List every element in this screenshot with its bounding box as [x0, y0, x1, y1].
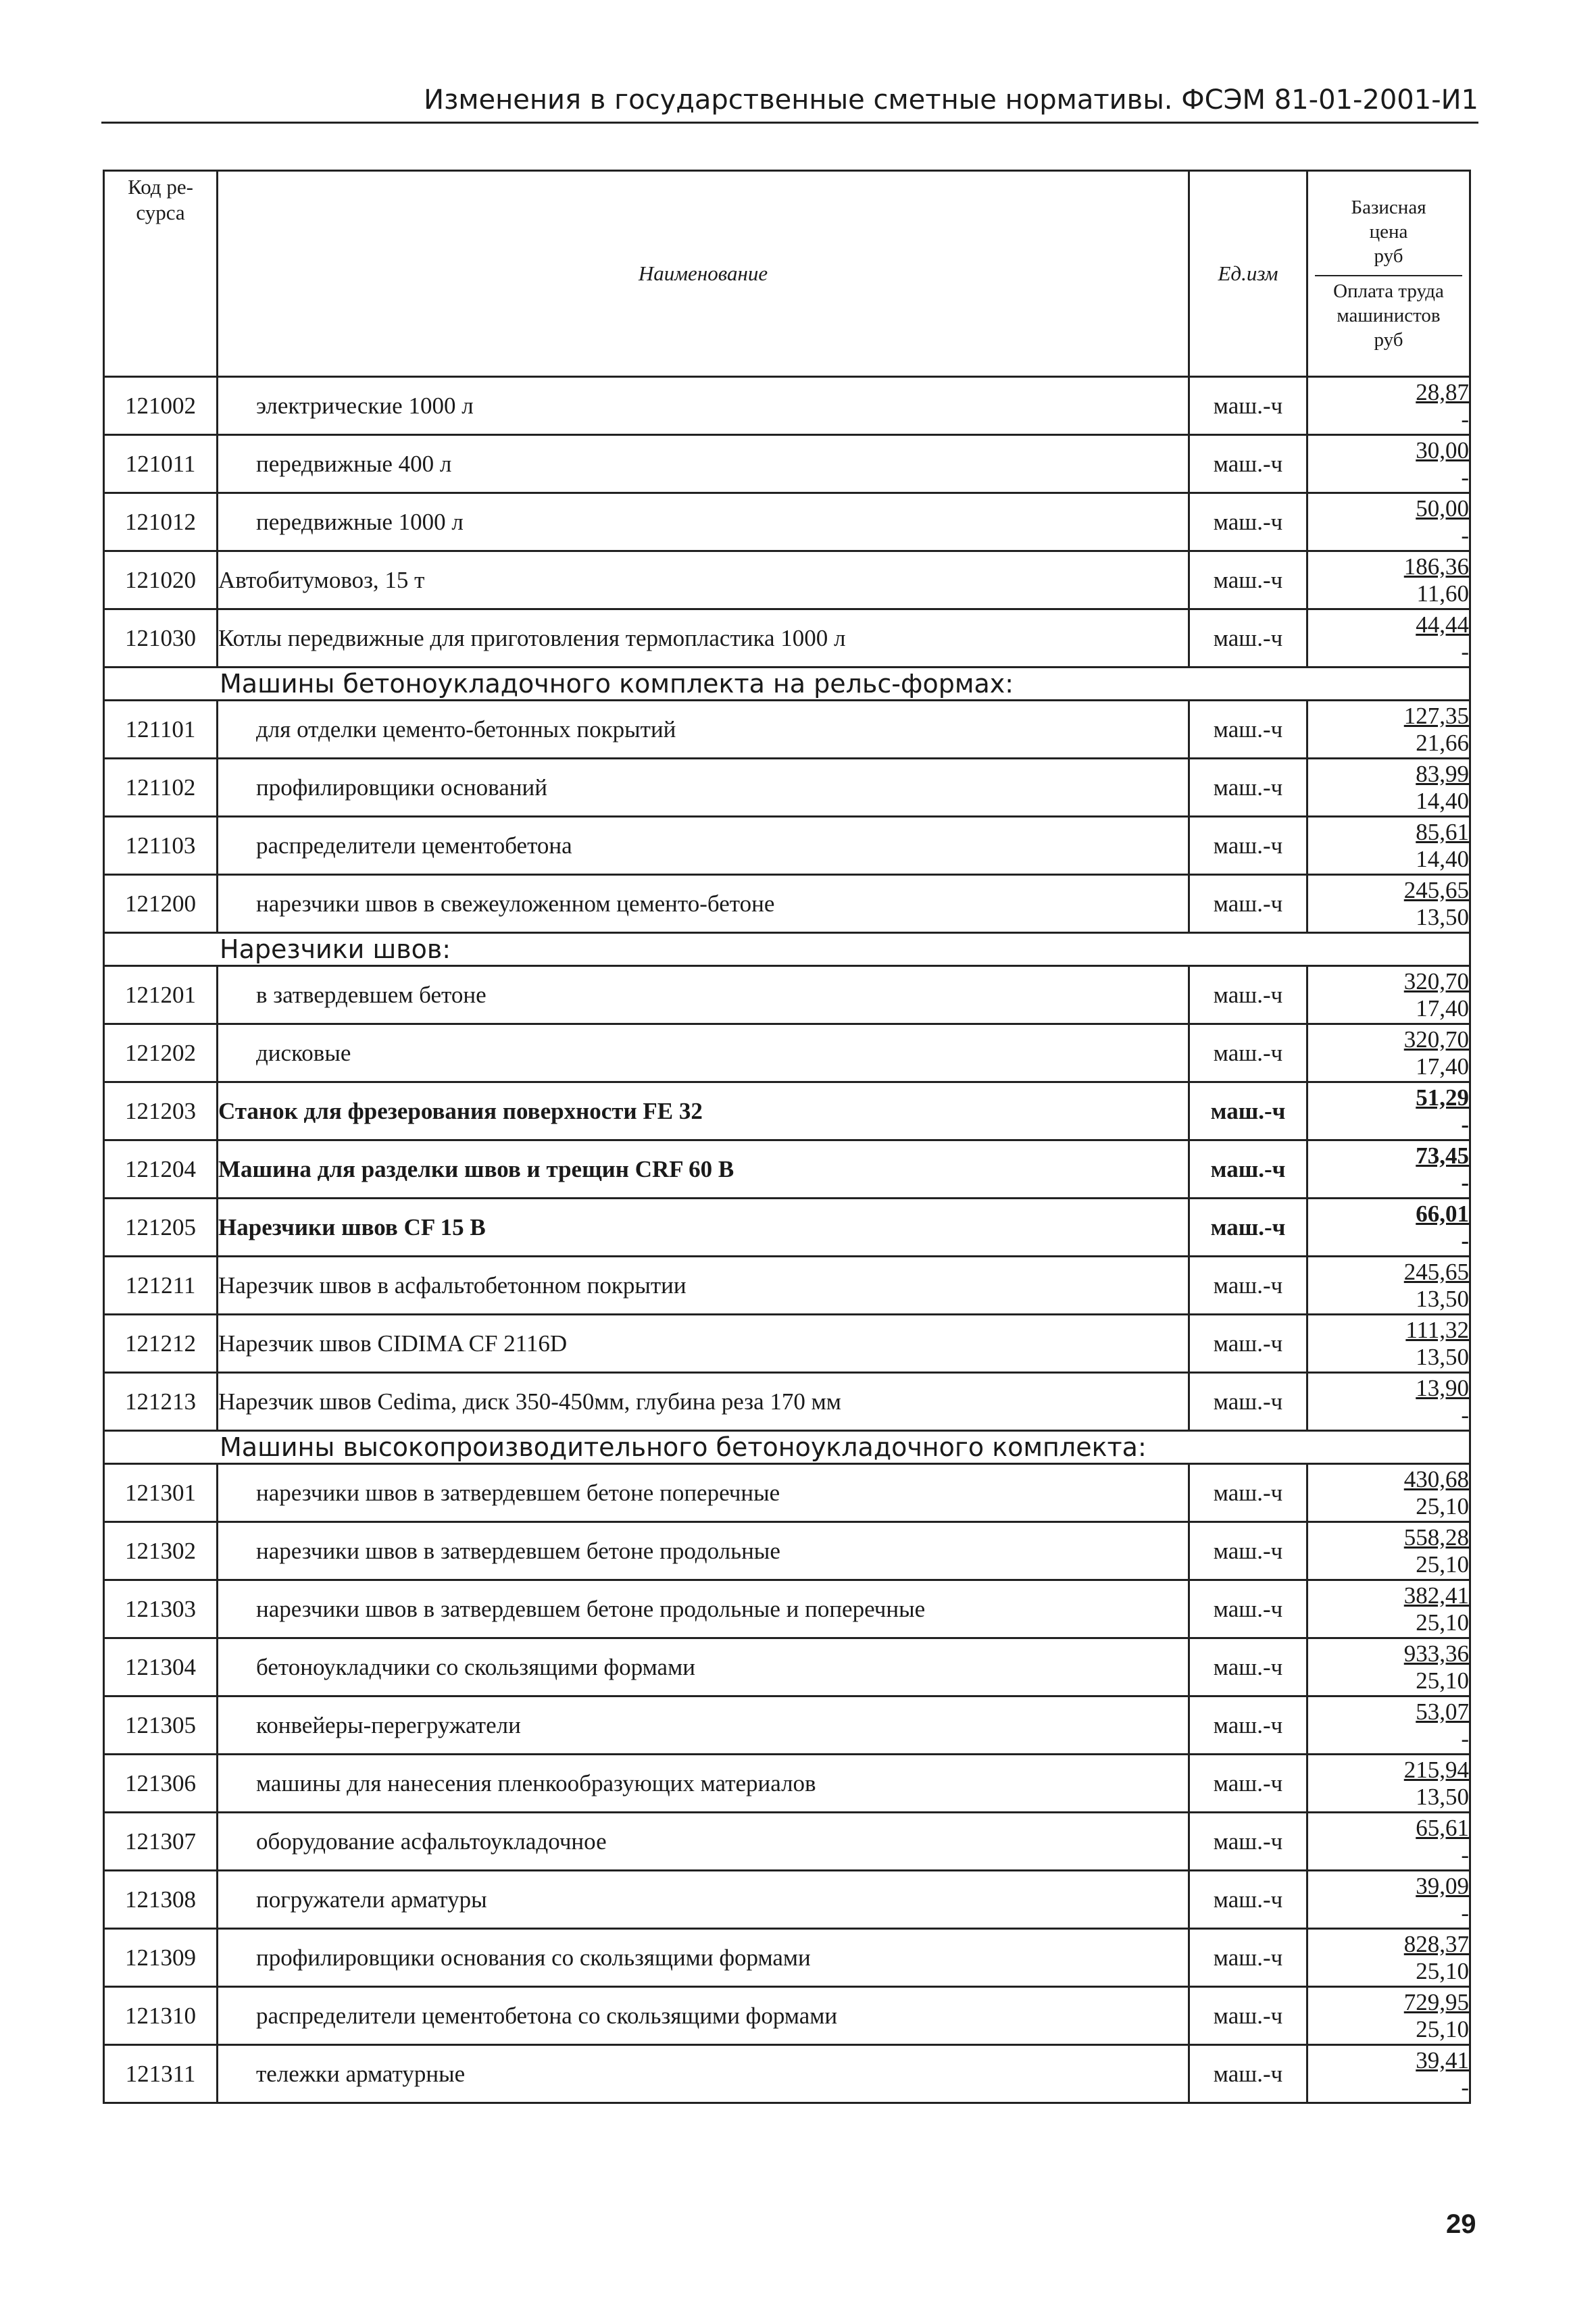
resource-price-cell: [1307, 1638, 1470, 1696]
resource-price-cell: [1307, 1871, 1470, 1929]
resource-name: Нарезчик швов в асфальтобетонном покрытии: [218, 1257, 1189, 1315]
base-price: 933,36: [1403, 1640, 1469, 1667]
resource-unit: маш.-ч: [1189, 1024, 1307, 1082]
resource-name: конвейеры-перегружатели: [218, 1696, 1189, 1755]
table-row: [104, 1464, 1470, 1522]
labor-price: 13,50: [1416, 903, 1469, 930]
base-price: 51,29: [1416, 1084, 1469, 1111]
resource-code: 121302: [104, 1522, 218, 1580]
resource-price-cell: [1307, 493, 1470, 551]
table-row: [104, 1929, 1470, 1987]
resource-name: дисковые: [218, 1024, 1189, 1082]
page-number: 29: [1446, 2209, 1476, 2239]
header-name-text: Наименование: [638, 261, 768, 285]
labor-price: 13,50: [1416, 1783, 1469, 1810]
header-price: [1307, 171, 1470, 377]
resource-unit: маш.-ч: [1189, 1373, 1307, 1431]
base-price: 382,41: [1403, 1582, 1469, 1609]
table-row: [104, 759, 1470, 817]
resource-unit: маш.-ч: [1189, 435, 1307, 493]
resource-unit: маш.-ч: [1189, 1082, 1307, 1140]
base-price: 127,35: [1403, 702, 1469, 729]
header-unit-text: Ед.изм: [1218, 261, 1278, 285]
base-price: 53,07: [1416, 1698, 1469, 1725]
resource-table: [103, 170, 1471, 2104]
labor-price: -: [1461, 1169, 1469, 1196]
resource-name: Котлы передвижные для приготовления термопластика 1000 л: [218, 609, 1189, 668]
resource-unit: маш.-ч: [1189, 1522, 1307, 1580]
resource-unit: маш.-ч: [1189, 1755, 1307, 1813]
resource-unit: маш.-ч: [1189, 493, 1307, 551]
resource-code: 121101: [104, 701, 218, 759]
labor-price: 25,10: [1416, 2015, 1469, 2042]
labor-price: -: [1461, 1841, 1469, 1868]
resource-unit: маш.-ч: [1189, 1871, 1307, 1929]
resource-code: 121002: [104, 377, 218, 435]
resource-name: передвижные 1000 л: [218, 493, 1189, 551]
resource-code: 121201: [104, 966, 218, 1024]
table-row: [104, 493, 1470, 551]
resource-price-cell: [1307, 1257, 1470, 1315]
resource-code: 121213: [104, 1373, 218, 1431]
resource-code: 121308: [104, 1871, 218, 1929]
header-unit: [1189, 171, 1307, 377]
resource-name: профилировщики основания со скользящими формами: [218, 1929, 1189, 1987]
resource-code: 121304: [104, 1638, 218, 1696]
base-price: 245,65: [1403, 1258, 1469, 1285]
resource-code: 121307: [104, 1813, 218, 1871]
labor-price: -: [1461, 405, 1469, 432]
header-name: [218, 171, 1189, 377]
base-price: 65,61: [1416, 1814, 1469, 1841]
labor-price: -: [1461, 1401, 1469, 1428]
resource-unit: маш.-ч: [1189, 551, 1307, 609]
resource-price-cell: [1307, 377, 1470, 435]
labor-price: 17,40: [1416, 1053, 1469, 1080]
resource-code: 121301: [104, 1464, 218, 1522]
resource-price-cell: [1307, 1315, 1470, 1373]
resource-price-cell: [1307, 1987, 1470, 2045]
labor-price: 14,40: [1416, 787, 1469, 814]
labor-price: 25,10: [1416, 1492, 1469, 1519]
resource-price-cell: [1307, 551, 1470, 609]
table-row: [104, 1580, 1470, 1638]
resource-price-cell: [1307, 1522, 1470, 1580]
section-heading: Нарезчики швов:: [104, 933, 1470, 966]
base-price: 320,70: [1403, 1026, 1469, 1053]
resource-price-cell: [1307, 1580, 1470, 1638]
header-code: [104, 171, 218, 377]
base-price: 39,09: [1416, 1872, 1469, 1899]
header-code-text: Код ре- сурса: [128, 175, 193, 224]
page-header: [101, 80, 1478, 124]
resource-unit: маш.-ч: [1189, 1987, 1307, 2045]
table-row: [104, 1315, 1470, 1373]
resource-unit: маш.-ч: [1189, 1929, 1307, 1987]
base-price: 30,00: [1416, 436, 1469, 463]
resource-name: Нарезчик швов Cedima, диск 350-450мм, глубина реза 170 мм: [218, 1373, 1189, 1431]
resource-code: 121311: [104, 2045, 218, 2103]
resource-unit: маш.-ч: [1189, 609, 1307, 668]
resource-code: 121205: [104, 1199, 218, 1257]
resource-price-cell: [1307, 1464, 1470, 1522]
resource-name: Нарезчики швов CF 15 B: [218, 1199, 1189, 1257]
section-row: [104, 933, 1470, 966]
resource-name: нарезчики швов в затвердевшем бетоне поперечные: [218, 1464, 1189, 1522]
table-row: [104, 551, 1470, 609]
resource-price-cell: [1307, 1024, 1470, 1082]
table-header-row: [104, 171, 1470, 377]
resource-price-cell: [1307, 1755, 1470, 1813]
resource-price-cell: [1307, 2045, 1470, 2103]
base-price: 85,61: [1416, 818, 1469, 845]
table-row: [104, 1140, 1470, 1199]
resource-unit: маш.-ч: [1189, 1140, 1307, 1199]
resource-code: 121030: [104, 609, 218, 668]
resource-name: распределители цементобетона со скользящими формами: [218, 1987, 1189, 2045]
labor-price: 21,66: [1416, 729, 1469, 756]
resource-code: 121309: [104, 1929, 218, 1987]
base-price: 50,00: [1416, 495, 1469, 522]
labor-price: 17,40: [1416, 995, 1469, 1022]
table-row: [104, 701, 1470, 759]
resource-code: 121203: [104, 1082, 218, 1140]
resource-price-cell: [1307, 1140, 1470, 1199]
resource-price-cell: [1307, 1199, 1470, 1257]
resource-unit: маш.-ч: [1189, 1813, 1307, 1871]
labor-price: 25,10: [1416, 1609, 1469, 1636]
resource-name: погружатели арматуры: [218, 1871, 1189, 1929]
resource-name: оборудование асфальтоукладочное: [218, 1813, 1189, 1871]
base-price: 215,94: [1403, 1756, 1469, 1783]
table-row: [104, 1199, 1470, 1257]
resource-price-cell: [1307, 875, 1470, 933]
resource-name: для отделки цементо-бетонных покрытий: [218, 701, 1189, 759]
resource-name: нарезчики швов в свежеуложенном цементо-бетоне: [218, 875, 1189, 933]
resource-code: 121303: [104, 1580, 218, 1638]
resource-code: 121305: [104, 1696, 218, 1755]
resource-unit: маш.-ч: [1189, 759, 1307, 817]
resource-price-cell: [1307, 1082, 1470, 1140]
labor-price: 13,50: [1416, 1343, 1469, 1370]
resource-name: профилировщики оснований: [218, 759, 1189, 817]
base-price: 430,68: [1403, 1465, 1469, 1492]
table-row: [104, 1522, 1470, 1580]
table-body: [104, 377, 1470, 2103]
resource-name: электрические 1000 л: [218, 377, 1189, 435]
base-price: 828,37: [1403, 1930, 1469, 1957]
resource-code: 121310: [104, 1987, 218, 2045]
base-price: 13,90: [1416, 1374, 1469, 1401]
resource-code: 121200: [104, 875, 218, 933]
base-price: 28,87: [1416, 378, 1469, 405]
base-price: 245,65: [1403, 876, 1469, 903]
section-heading: Машины бетоноукладочного комплекта на рельс-формах:: [104, 668, 1470, 701]
base-price: 558,28: [1403, 1524, 1469, 1551]
labor-price: 11,60: [1416, 580, 1469, 607]
resource-name: машины для нанесения пленкообразующих материалов: [218, 1755, 1189, 1813]
resource-code: 121211: [104, 1257, 218, 1315]
base-price: 39,41: [1416, 2046, 1469, 2073]
section-heading: Машины высокопроизводительного бетоноукладочного комплекта:: [104, 1431, 1470, 1464]
resource-code: 121202: [104, 1024, 218, 1082]
section-row: [104, 1431, 1470, 1464]
resource-price-cell: [1307, 817, 1470, 875]
resource-unit: маш.-ч: [1189, 1464, 1307, 1522]
labor-price: 25,10: [1416, 1667, 1469, 1694]
resource-price-cell: [1307, 609, 1470, 668]
document-title: Изменения в государственные сметные нормативы. ФСЭМ 81-01-2001-И1: [424, 84, 1478, 116]
resource-unit: маш.-ч: [1189, 701, 1307, 759]
resource-price-cell: [1307, 1696, 1470, 1755]
table-row: [104, 966, 1470, 1024]
resource-unit: маш.-ч: [1189, 1638, 1307, 1696]
resource-name: нарезчики швов в затвердевшем бетоне продольные и поперечные: [218, 1580, 1189, 1638]
table-row: [104, 817, 1470, 875]
table-row: [104, 1257, 1470, 1315]
labor-price: -: [1461, 638, 1469, 665]
table-row: [104, 1755, 1470, 1813]
resource-unit: маш.-ч: [1189, 966, 1307, 1024]
resource-name: бетоноукладчики со скользящими формами: [218, 1638, 1189, 1696]
base-price: 44,44: [1416, 611, 1469, 638]
resource-name: тележки арматурные: [218, 2045, 1189, 2103]
labor-price: 13,50: [1416, 1285, 1469, 1312]
resource-price-cell: [1307, 1929, 1470, 1987]
resource-code: 121103: [104, 817, 218, 875]
resource-unit: маш.-ч: [1189, 1199, 1307, 1257]
resource-code: 121212: [104, 1315, 218, 1373]
labor-price: -: [1461, 2073, 1469, 2101]
resource-name: распределители цементобетона: [218, 817, 1189, 875]
resource-name: передвижные 400 л: [218, 435, 1189, 493]
resource-name: Автобитумовоз, 15 т: [218, 551, 1189, 609]
resource-name: Нарезчик швов CIDIMA CF 2116D: [218, 1315, 1189, 1373]
resource-unit: маш.-ч: [1189, 1315, 1307, 1373]
resource-unit: маш.-ч: [1189, 377, 1307, 435]
labor-price: 25,10: [1416, 1957, 1469, 1984]
table-row: [104, 1373, 1470, 1431]
table-row: [104, 609, 1470, 668]
base-price: 111,32: [1405, 1316, 1469, 1343]
labor-price: 25,10: [1416, 1551, 1469, 1578]
resource-unit: маш.-ч: [1189, 817, 1307, 875]
table-row: [104, 875, 1470, 933]
labor-price: 14,40: [1416, 845, 1469, 872]
header-base-price: Базисная цена руб: [1315, 193, 1462, 276]
table-row: [104, 377, 1470, 435]
table-row: [104, 1696, 1470, 1755]
table-row: [104, 1082, 1470, 1140]
resource-price-cell: [1307, 966, 1470, 1024]
base-price: 66,01: [1416, 1200, 1469, 1227]
table-row: [104, 435, 1470, 493]
resource-price-cell: [1307, 1813, 1470, 1871]
resource-name: Машина для разделки швов и трещин CRF 60 B: [218, 1140, 1189, 1199]
table-row: [104, 1813, 1470, 1871]
resource-price-cell: [1307, 759, 1470, 817]
resource-code: 121012: [104, 493, 218, 551]
table-row: [104, 1871, 1470, 1929]
table-row: [104, 1987, 1470, 2045]
base-price: 73,45: [1416, 1142, 1469, 1169]
table-row: [104, 1638, 1470, 1696]
resource-code: 121011: [104, 435, 218, 493]
resource-price-cell: [1307, 1373, 1470, 1431]
base-price: 83,99: [1416, 760, 1469, 787]
labor-price: -: [1461, 1899, 1469, 1926]
labor-price: -: [1461, 1227, 1469, 1254]
labor-price: -: [1461, 1111, 1469, 1138]
resource-unit: маш.-ч: [1189, 1696, 1307, 1755]
labor-price: -: [1461, 1725, 1469, 1752]
resource-price-cell: [1307, 701, 1470, 759]
resource-price-cell: [1307, 435, 1470, 493]
resource-unit: маш.-ч: [1189, 1580, 1307, 1638]
labor-price: -: [1461, 522, 1469, 549]
resource-unit: маш.-ч: [1189, 2045, 1307, 2103]
resource-code: 121204: [104, 1140, 218, 1199]
base-price: 186,36: [1403, 553, 1469, 580]
resource-name: Станок для фрезерования поверхности FE 32: [218, 1082, 1189, 1140]
labor-price: -: [1461, 463, 1469, 491]
resource-code: 121020: [104, 551, 218, 609]
resource-unit: маш.-ч: [1189, 875, 1307, 933]
resource-unit: маш.-ч: [1189, 1257, 1307, 1315]
resource-code: 121306: [104, 1755, 218, 1813]
base-price: 320,70: [1403, 967, 1469, 995]
base-price: 729,95: [1403, 1988, 1469, 2015]
table-row: [104, 2045, 1470, 2103]
header-labor-price: Оплата труда машинистов руб: [1333, 280, 1444, 351]
resource-name: в затвердевшем бетоне: [218, 966, 1189, 1024]
table-row: [104, 1024, 1470, 1082]
section-row: [104, 668, 1470, 701]
resource-code: 121102: [104, 759, 218, 817]
resource-name: нарезчики швов в затвердевшем бетоне продольные: [218, 1522, 1189, 1580]
